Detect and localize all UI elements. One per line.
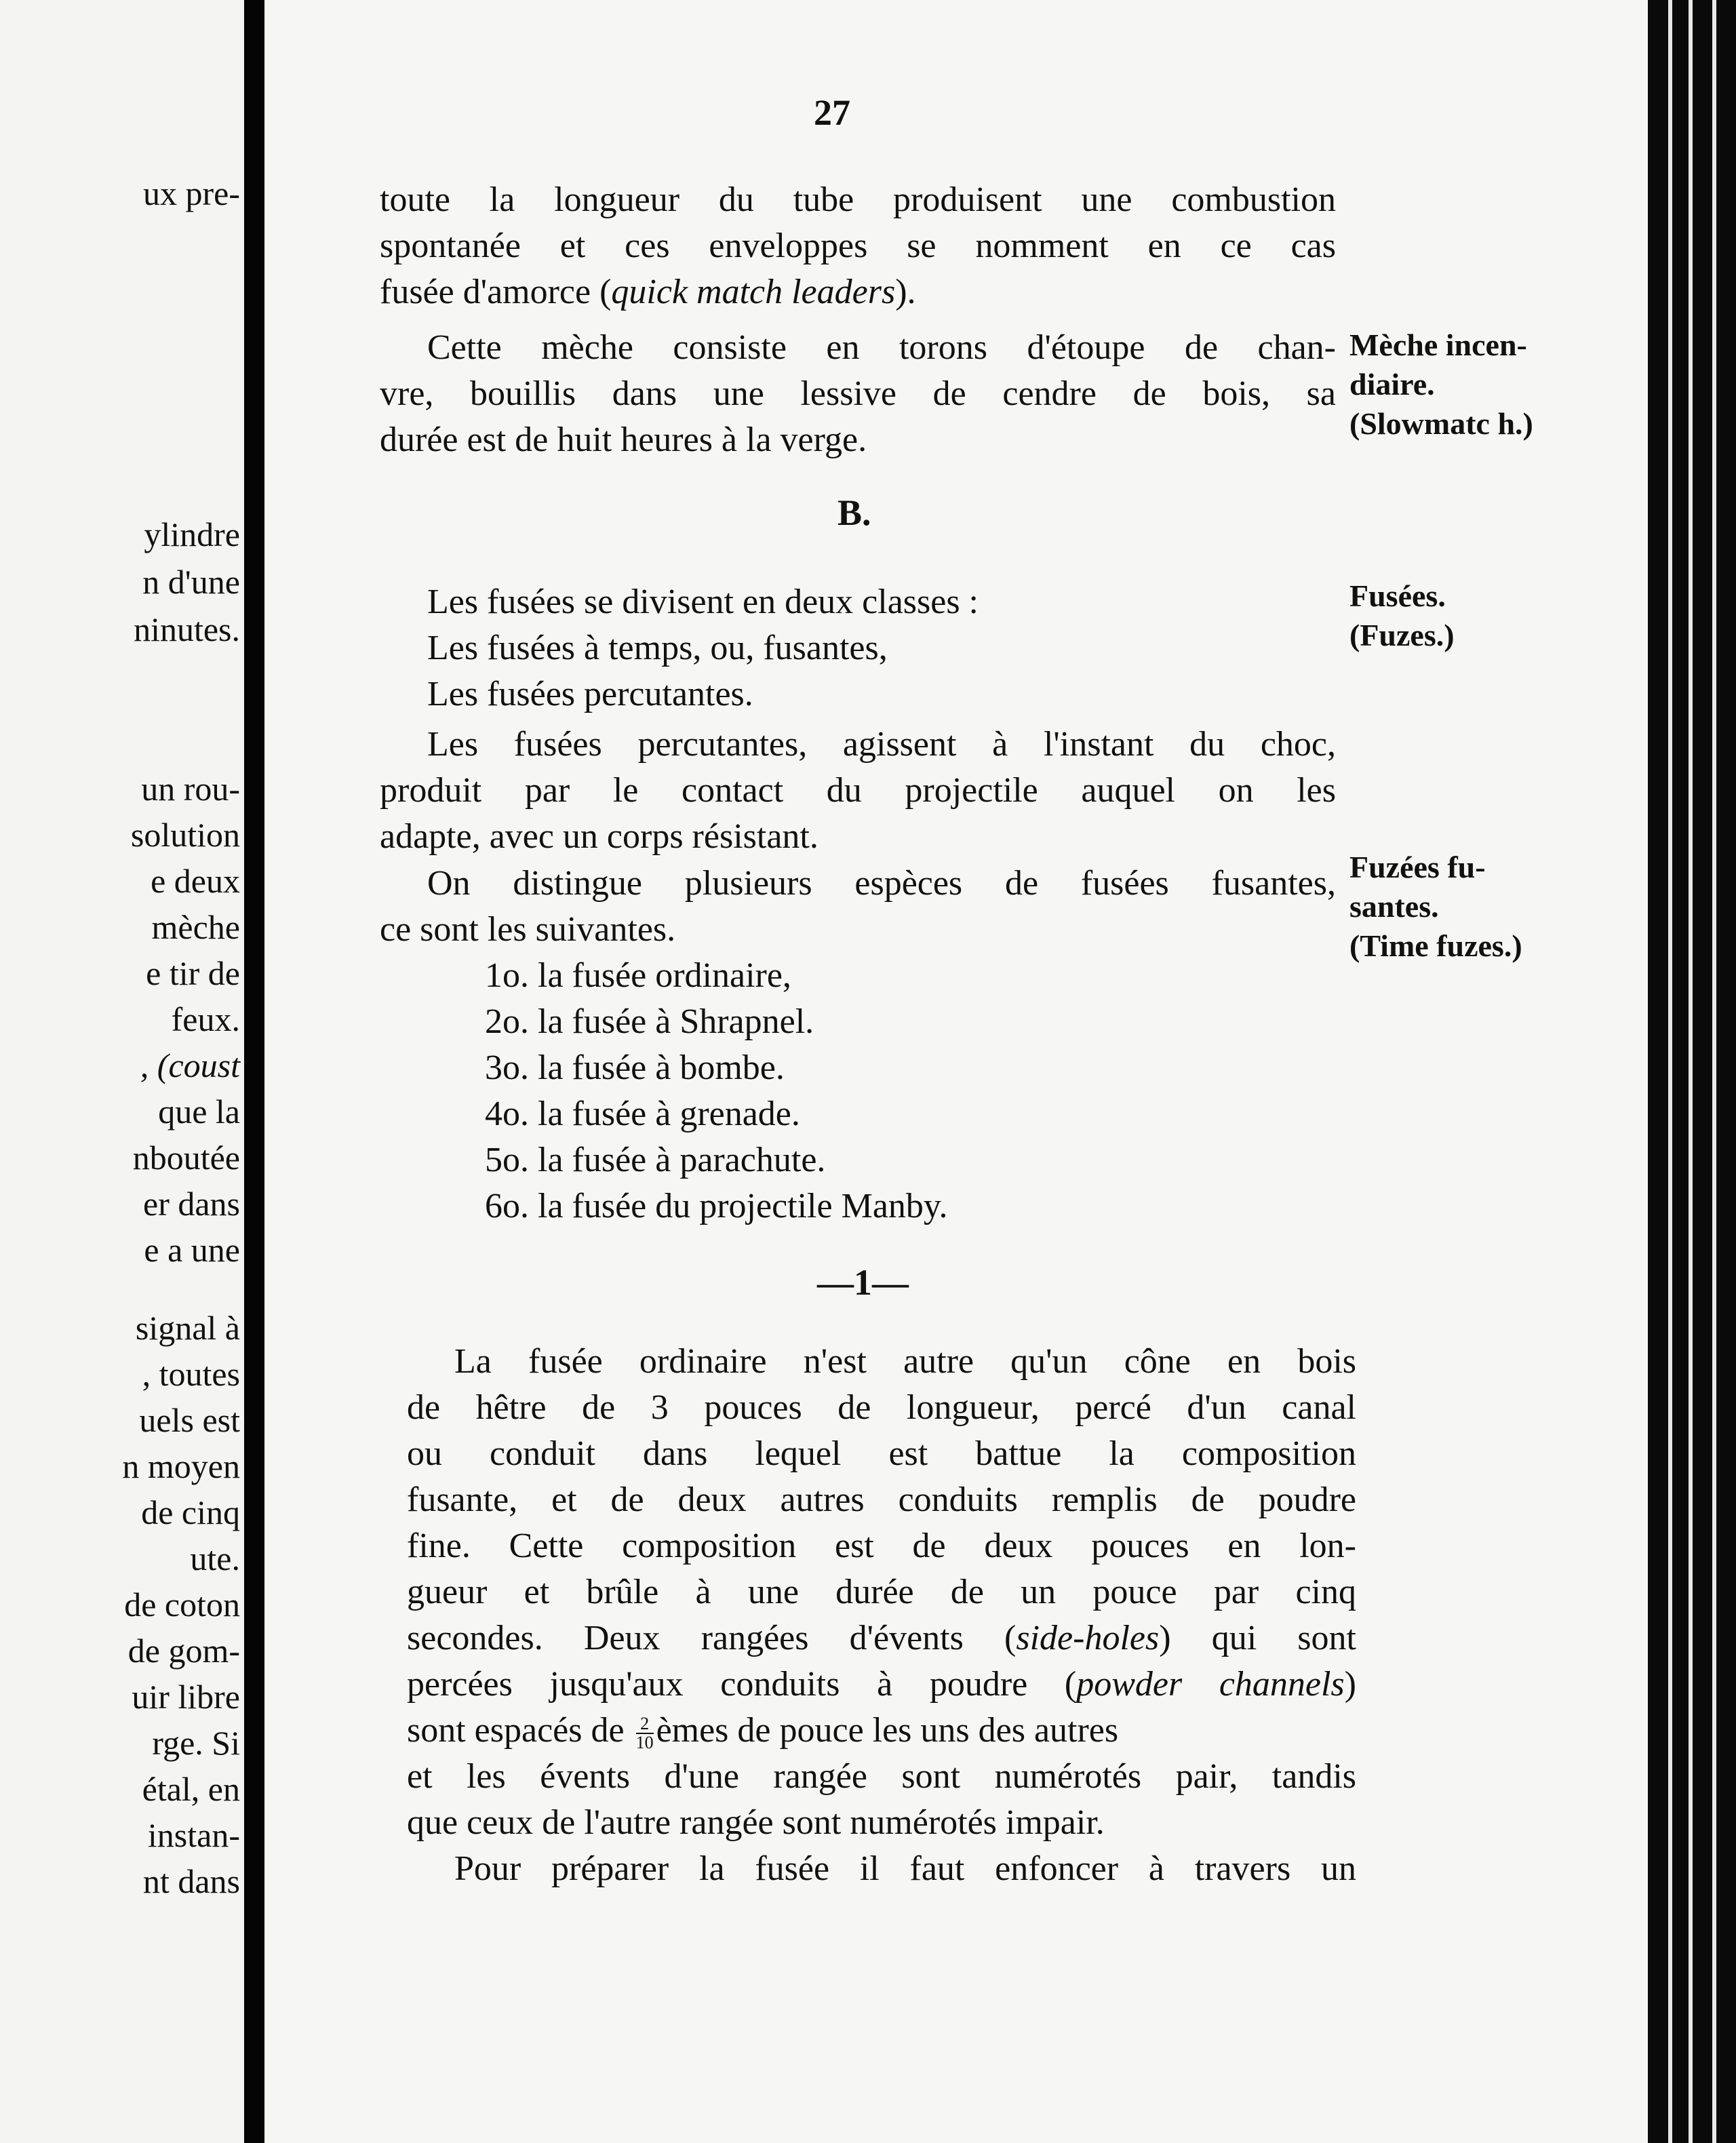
left-page-line: n moyen (122, 1447, 240, 1485)
left-page-line: instan- (147, 1816, 240, 1854)
fraction: $\frac{2}{10}$ (635, 1714, 654, 1753)
text-line: que ceux de l'autre rangée sont numérotés impair. (407, 1803, 1105, 1842)
left-page-line: e a une (144, 1231, 240, 1269)
text-line: adapte, avec un corps résistant. (380, 817, 818, 856)
margin-note: Fuzées fu- (1349, 850, 1486, 884)
left-page-line: feux. (171, 1000, 240, 1038)
left-page-line: ylindre (144, 515, 240, 553)
text-line: fine. Cette composition est de deux pouces en lon- (407, 1527, 1356, 1565)
text-line: secondes. Deux rangées d'évents (side-holes) qui sont (407, 1619, 1356, 1657)
text-line: sont espacés de $\frac{2}{10}$ èmes de pouce les uns des autres (407, 1711, 1119, 1753)
left-page-line: que la (158, 1093, 240, 1131)
text-line: fusée d'amorce (quick match leaders). (380, 273, 916, 311)
left-page-line: uir libre (132, 1678, 240, 1716)
text-line: durée est de huit heures à la verge. (380, 420, 867, 459)
text-line: produit par le contact du projectile auquel on les (380, 771, 1336, 810)
list-item: 3o. la fusée à bombe. (485, 1048, 785, 1087)
list-item: 1o. la fusée ordinaire, (485, 956, 791, 995)
left-page-line: étal, en (142, 1770, 240, 1808)
text-line: La fusée ordinaire n'est autre qu'un cône en bois (454, 1342, 1356, 1381)
left-page-line: ninutes. (134, 610, 240, 648)
left-page-line: signal à (135, 1309, 240, 1347)
left-page-line: nboutée (132, 1139, 240, 1177)
left-page-line: uels est (139, 1401, 240, 1439)
list-item: 6o. la fusée du projectile Manby. (485, 1187, 948, 1225)
book-spine (244, 0, 264, 2143)
text-line: Cette mèche consiste en torons d'étoupe de chan- (427, 328, 1336, 367)
text-line: et les évents d'une rangée sont numérotés pair, tandis (407, 1757, 1356, 1796)
list-item: 4o. la fusée à grenade. (485, 1095, 800, 1133)
left-page-line: solution (130, 816, 240, 854)
text-line: de hêtre de 3 pouces de longueur, percé d'un canal (407, 1388, 1356, 1427)
left-page-line: e deux (151, 862, 240, 900)
left-page-line: mèche (151, 908, 240, 946)
text-line: percées jusqu'aux conduits à poudre (powder channels) (407, 1665, 1356, 1704)
text-line: Les fusées se divisent en deux classes : (427, 583, 979, 621)
left-page-line: rge. Si (152, 1724, 240, 1762)
text-line: On distingue plusieurs espèces de fusées fusantes, (427, 864, 1336, 903)
margin-note: santes. (1349, 889, 1439, 924)
left-page-line: , (coust (140, 1046, 240, 1084)
text-line: Les fusées à temps, ou, fusantes, (427, 629, 888, 667)
left-page-line: e tir de (146, 954, 240, 992)
left-page-line: , toutes (142, 1355, 240, 1393)
left-page-line: nt dans (142, 1862, 240, 1900)
text-line: fusante, et de deux autres conduits remplis de poudre (407, 1480, 1356, 1519)
text-line: vre, bouillis dans une lessive de cendre de bois, sa (380, 374, 1336, 413)
text-line: Pour préparer la fusée il faut enfoncer à travers un (454, 1849, 1356, 1888)
text-line: Les fusées percutantes, agissent à l'instant du choc, (427, 725, 1336, 764)
left-page-line: de coton (124, 1586, 240, 1624)
left-page-line: de cinq (141, 1493, 240, 1531)
list-item: 5o. la fusée à parachute. (485, 1141, 826, 1179)
margin-note: Mèche incen- (1349, 328, 1527, 362)
left-page-line: n d'une (142, 563, 240, 601)
text-line: ce sont les suivantes. (380, 910, 676, 949)
page-number: 27 (814, 92, 850, 133)
text-line: gueur et brûle à une durée de un pouce par cinq (407, 1573, 1356, 1611)
page-edge (1648, 0, 1736, 2143)
text-line: Les fusées percutantes. (427, 675, 753, 713)
left-page-line: un rou- (141, 770, 240, 808)
text-line: spontanée et ces enveloppes se nomment en ce cas (380, 227, 1336, 265)
margin-note: (Time fuzes.) (1349, 928, 1522, 963)
section-heading: B. (837, 492, 871, 533)
text-line: toute la longueur du tube produisent une combustion (380, 180, 1336, 219)
text-line: ou conduit dans lequel est battue la composition (407, 1434, 1356, 1473)
margin-note: (Slowmatc h.) (1349, 406, 1533, 441)
margin-note: diaire. (1349, 367, 1435, 401)
left-page-line: er dans (143, 1185, 240, 1223)
section-heading: —1— (817, 1262, 909, 1303)
previous-page-fragment (0, 0, 244, 2143)
list-item: 2o. la fusée à Shrapnel. (485, 1002, 814, 1041)
left-page-line: ute. (190, 1539, 240, 1577)
left-page-line: de gom- (127, 1632, 240, 1670)
margin-note: (Fuzes.) (1349, 618, 1455, 652)
margin-note: Fusées. (1349, 578, 1446, 613)
left-page-line: ux pre- (143, 174, 240, 212)
